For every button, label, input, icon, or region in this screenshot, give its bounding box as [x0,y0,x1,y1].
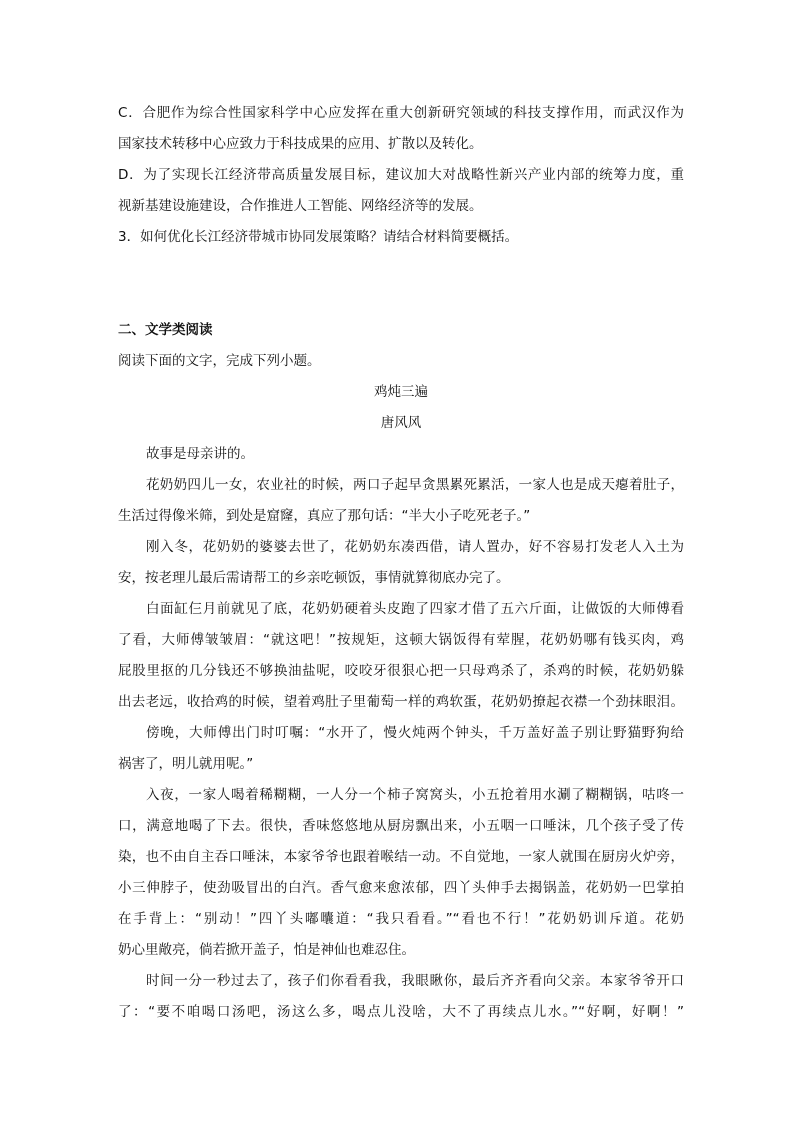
story-line: 时间一分一秒过去了，孩子们你看看我，我眼瞅你，最后齐齐看向父亲。本家爷爷开口 [146,973,684,989]
story-line: 出去老远，收拾鸡的时候，望着鸡肚子里葡萄一样的鸡软蛋，花奶奶撩起衣襟一个劲抹眼泪。 [118,694,684,710]
story-line: 入夜，一家人喝着稀糊糊，一人分一个柿子窝窝头，小五抢着用水涮了糊糊锅，咕咚一 [146,787,684,803]
story-line: 在手背上：“别动！”四丫头嘟囔道：“我只看看。”“看也不行！”花奶奶训斥道。花奶 [118,911,684,927]
story-line: 小三伸脖子，使劲吸冒出的白汽。香气愈来愈浓郁，四丫头伸手去揭锅盖，花奶奶一巴掌拍 [118,880,684,896]
story-line: 染，也不由自主吞口唾沫，本家爷爷也跟着喉结一动。不自觉地，一家人就围在厨房火炉旁， [118,849,684,865]
story-line: 奶心里敞亮，倘若掀开盖子，怕是神仙也难忍住。 [118,942,415,958]
story-line: 刚入冬，花奶奶的婆婆去世了，花奶奶东凑西借，请人置办，好不容易打发老人入土为 [146,539,684,555]
question-3: 3．如何优化长江经济带城市协同发展策略？请结合材料简要概括。 [118,229,519,245]
story-line: 安，按老理儿最后需请帮工的乡亲吃顿饭，事情就算彻底办完了。 [118,570,510,586]
option-c-line-2: 国家技术转移中心应致力于科技成果的应用、扩散以及转化。 [118,136,483,152]
story-line: 口，满意地喝了下去。很快，香味悠悠地从厨房飘出来，小五咽一口唾沫，几个孩子受了传 [118,818,684,834]
story-line: 花奶奶四儿一女，农业社的时候，两口子起早贪黑累死累活，一家人也是成天瘪着肚子， [146,477,684,493]
section-instruction: 阅读下面的文字，完成下列小题。 [118,353,321,369]
story-line: 白面缸仨月前就见了底，花奶奶硬着头皮跑了四家才借了五六斤面，让做饭的大师傅看 [146,601,684,617]
option-d-line-2: 视新基建设施建设，合作推进人工智能、网络经济等的发展。 [118,198,483,214]
story-line: 傍晚，大师傅出门时叮嘱：“水开了，慢火炖两个钟头，千万盖好盖子别让野猫野狗给 [146,725,684,741]
option-c-line-1: C．合肥作为综合性国家科学中心应发挥在重大创新研究领域的科技支撑作用，而武汉作为 [118,105,684,121]
story-line: 屁股里抠的几分钱还不够换油盐呢，咬咬牙很狠心把一只母鸡杀了，杀鸡的时候，花奶奶躲 [118,663,684,679]
story-line: 故事是母亲讲的。 [146,446,254,462]
story-line: 生活过得像米筛，到处是窟窿，真应了那句话：“半大小子吃死老子。” [118,508,531,524]
story-author: 唐风风 [380,415,422,431]
story-line: 了：“要不咱喝口汤吧，汤这么多，喝点儿没啥，大不了再续点儿水。”“好啊，好啊！” [118,1004,684,1020]
option-d-line-1: D．为了实现长江经济带高质量发展目标，建议加大对战略性新兴产业内部的统筹力度，重 [118,167,684,183]
story-line: 了看，大师傅皱皱眉：“就这吧！”按规矩，这顿大锅饭得有荤腥，花奶奶哪有钱买肉，鸡 [118,632,684,648]
section-heading: 二、文学类阅读 [118,322,213,338]
story-title: 鸡炖三遍 [374,384,428,400]
story-line: 祸害了，明儿就用呢。” [118,756,254,772]
